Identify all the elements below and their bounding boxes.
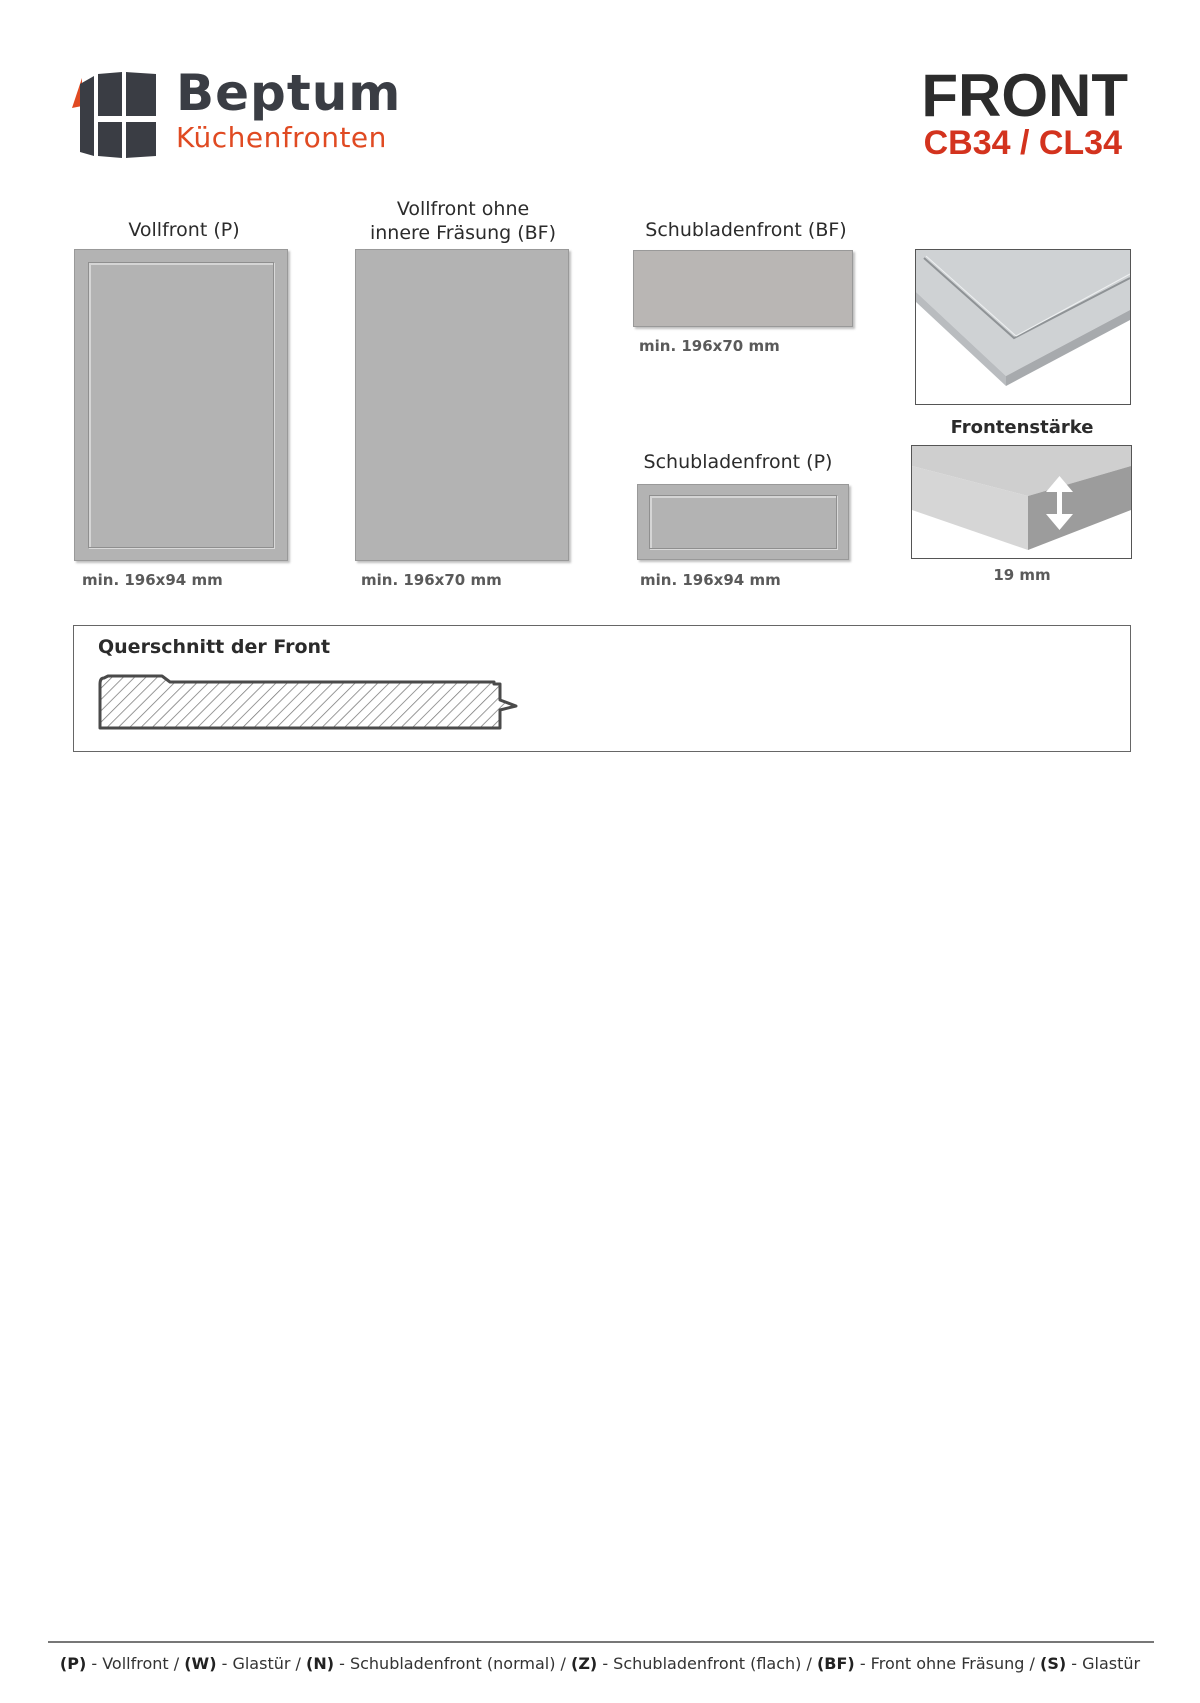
front-label-vollfront: Vollfront (P)	[128, 219, 240, 241]
legend-footer	[0, 1654, 1200, 1673]
thickness-label: Frontenstärke	[950, 417, 1094, 438]
thickness-image	[911, 445, 1132, 559]
brand-subtitle: Küchenfronten	[176, 121, 387, 154]
thickness-drawing	[912, 446, 1131, 558]
cross-section-title: Querschnitt der Front	[98, 636, 331, 658]
dimension-vollfront: min. 196x94 mm	[82, 571, 223, 589]
legend-text: - Vollfront /	[86, 1654, 185, 1673]
legend-code: (BF)	[816, 1654, 855, 1673]
legend-code: (Z)	[571, 1654, 598, 1673]
model-codes: CB34 / CL34	[923, 124, 1122, 162]
brand-logo-icon	[72, 72, 160, 158]
legend-code: (P)	[59, 1654, 87, 1673]
edge-detail-drawing	[916, 250, 1130, 404]
legend-text: - Schubladenfront (normal) /	[334, 1654, 571, 1673]
milled-frame	[649, 495, 837, 549]
legend-text: - Glastür /	[216, 1654, 306, 1673]
milled-frame	[88, 262, 274, 548]
legend-text: - Front ohne Fräsung /	[854, 1654, 1040, 1673]
front-image-vollfront	[74, 249, 288, 561]
legend-code: (W)	[184, 1654, 217, 1673]
front-label-schubladenfront-bf: Schubladenfront (BF)	[645, 219, 847, 241]
edge-detail-image	[915, 249, 1131, 405]
document-title: FRONT	[921, 62, 1128, 129]
dimension-vollfront-bf: min. 196x70 mm	[361, 571, 502, 589]
legend-code: (N)	[306, 1654, 335, 1673]
legend-text: - Schubladenfront (flach) /	[597, 1654, 817, 1673]
thickness-value: 19 mm	[993, 566, 1051, 584]
footer-divider	[48, 1641, 1154, 1643]
dimension-schubladenfront-p: min. 196x94 mm	[640, 571, 781, 589]
front-label-vollfront-bf-line2: innere Fräsung (BF)	[369, 222, 557, 244]
cross-section-drawing	[96, 670, 528, 736]
legend-text: - Glastür	[1066, 1654, 1141, 1673]
dimension-schubladenfront-bf: min. 196x70 mm	[639, 337, 780, 355]
front-label-vollfront-bf-line1: Vollfront ohne	[396, 198, 530, 220]
front-image-vollfront-bf	[355, 249, 569, 561]
front-image-schubladenfront-bf	[633, 250, 853, 327]
brand-name: Beptum	[176, 64, 402, 122]
front-image-schubladenfront-p	[637, 484, 849, 560]
legend-code: (S)	[1040, 1654, 1067, 1673]
front-label-schubladenfront-p: Schubladenfront (P)	[643, 451, 833, 473]
